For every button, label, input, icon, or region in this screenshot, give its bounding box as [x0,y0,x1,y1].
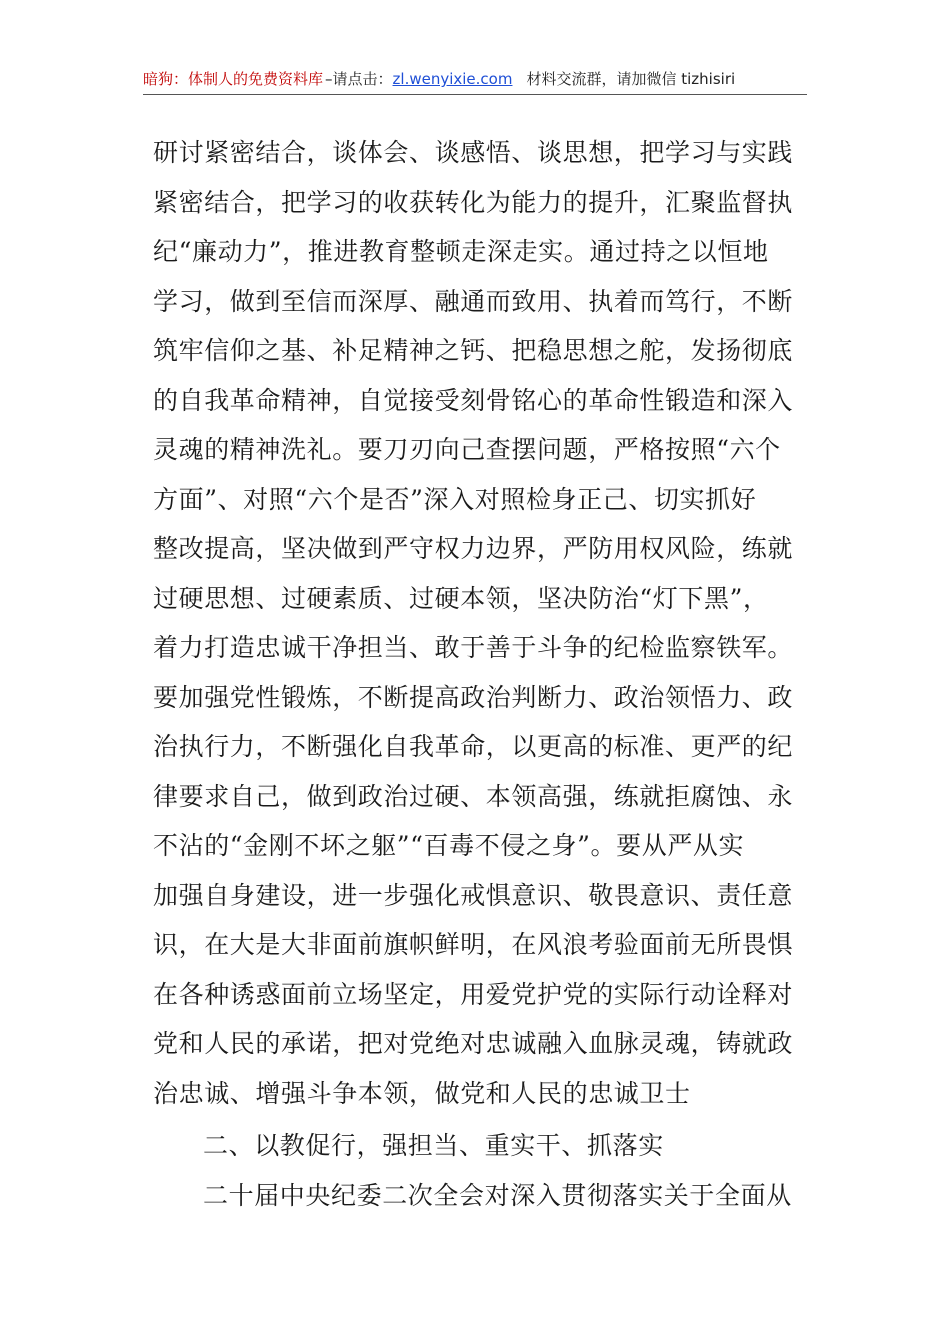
text-line: 整改提高，坚决做到严守权力边界，严防用权风险，练就 [153,534,794,563]
text-line: 学习，做到至信而深厚、融通而致用、执着而笃行，不断 [153,286,794,316]
text-line: 要加强党性锻炼，不断提高政治判断力、政治领悟力、政 [153,682,794,712]
document-body [153,128,808,1220]
text-line: 不沾的“金刚不坏之躯”“百毒不侵之身”。要从严从实 [153,831,745,860]
text-line: 筑牢信仰之基、补足精神之钙、把稳思想之舵，发扬彻底 [153,336,794,365]
text-line: 在各种诱惑面前立场坚定，用爱党护党的实际行动诠释对 [153,979,794,1009]
text-line: 律要求自己，做到政治过硬、本领高强，练就拒腐蚀、永 [153,781,794,811]
header-prompt: –请点击： [325,70,393,88]
header-brand: 暗狗：体制人的免费资料库 [143,70,324,88]
text-line: 紧密结合，把学习的收获转化为能力的提升，汇聚监督执 [153,187,794,217]
header-note: 材料交流群，请加微信 tizhisiri [526,70,736,88]
text-line: 过硬思想、过硬素质、过硬本领，坚决防治“灯下黑”， [153,583,769,613]
text-line: 治忠诚、增强斗争本领，做党和人民的忠诚卫士 [153,1078,691,1108]
text-line: 治执行力，不断强化自我革命，以更高的标准、更严的纪 [153,732,794,761]
text-line: 方面”、对照“六个是否”深入对照检身正己、切实抓好 [153,484,757,514]
text-line: 研讨紧密结合，谈体会、谈感悟、谈思想，把学习与实践 [153,138,794,167]
text-line: 的自我革命精神，自觉接受刻骨铭心的革命性锻造和深入 [153,385,794,415]
text-line: 加强自身建设，进一步强化戒惧意识、敬畏意识、责任意 [153,880,794,910]
text-line: 着力打造忠诚干净担当、敢于善于斗争的纪检监察铁军。 [153,633,794,662]
paragraph-start: 二十届中央纪委二次全会对深入贯彻落实关于全面从 [203,1180,792,1210]
text-line: 灵魂的精神洗礼。要刀刃向己查摆问题，严格按照“六个 [153,435,781,464]
text-line: 党和人民的承诺，把对党绝对忠诚融入血脉灵魂，铸就政 [153,1029,794,1058]
text-line: 识，在大是大非面前旗帜鲜明，在风浪考验面前无所畏惧 [153,930,794,959]
header-link[interactable]: zl.wenyixie.com [392,70,513,88]
text-line: 纪“廉动力”，推进教育整顿走深走实。通过持之以恒地 [153,237,769,266]
section-heading: 二、以教促行，强担当、重实干、抓落实 [203,1131,664,1160]
page-header [143,68,807,95]
